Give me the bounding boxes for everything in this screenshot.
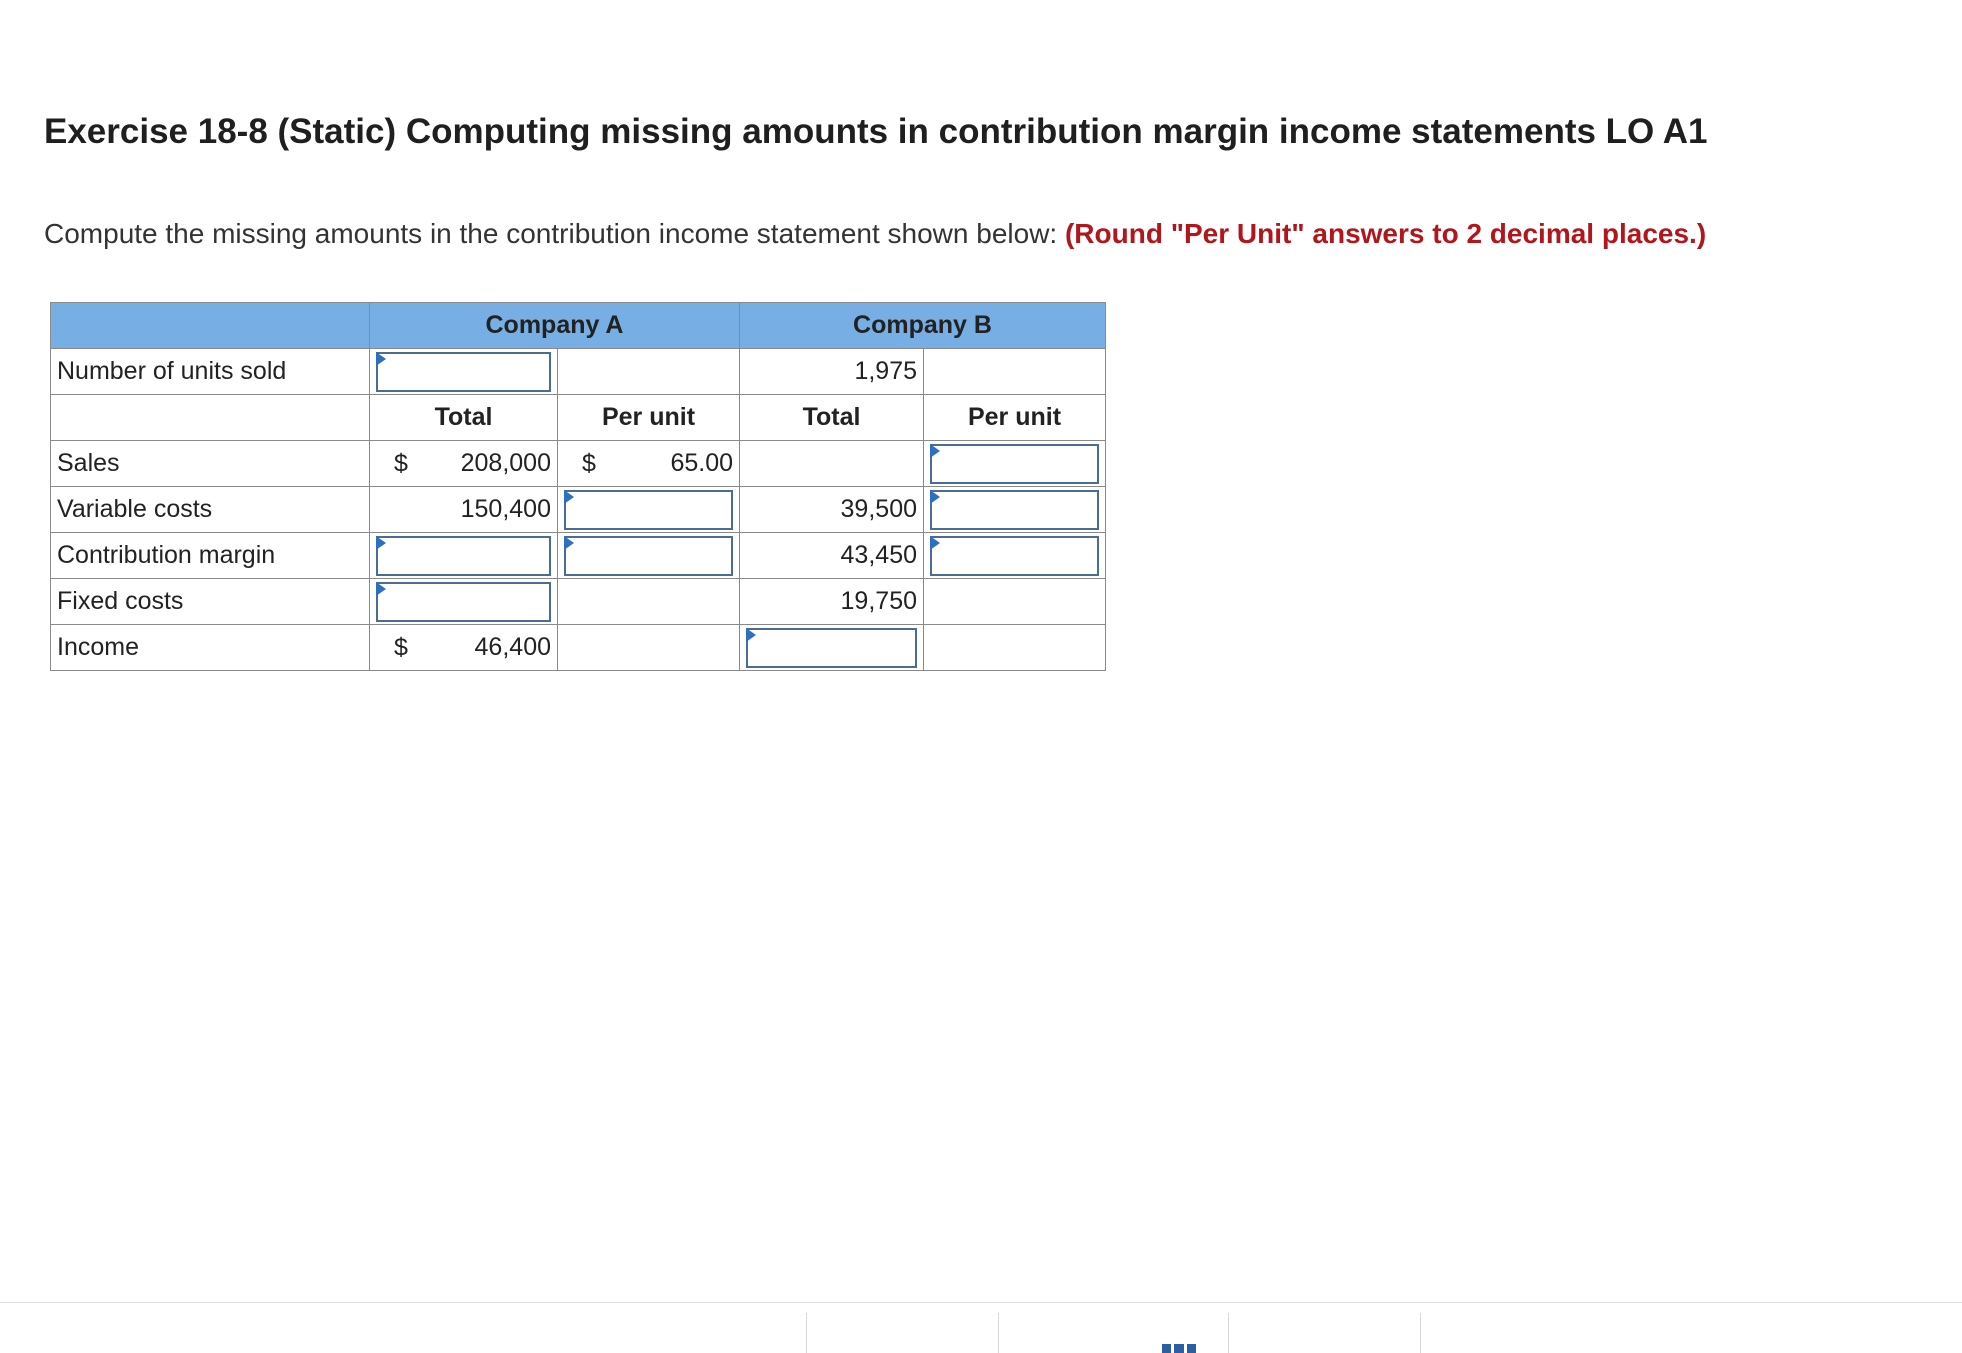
company-a-total-header: Total bbox=[370, 395, 558, 441]
company-a-fixed-blank bbox=[558, 579, 740, 625]
units-sold-row bbox=[51, 349, 1106, 395]
nav-divider bbox=[1420, 1313, 1421, 1353]
sales-label: Sales bbox=[51, 441, 370, 487]
company-b-header: Company B bbox=[740, 303, 1106, 349]
income-row bbox=[51, 625, 1106, 671]
company-b-per-unit-header: Per unit bbox=[924, 395, 1106, 441]
company-b-total-header: Total bbox=[740, 395, 924, 441]
company-b-cm-per-unit-input[interactable] bbox=[930, 536, 1099, 576]
contribution-income-statement bbox=[50, 302, 1106, 671]
company-a-cm-total-cell bbox=[370, 533, 558, 579]
company-header-row bbox=[51, 303, 1106, 349]
company-a-fixed-total-cell bbox=[370, 579, 558, 625]
company-a-units-blank bbox=[558, 349, 740, 395]
company-b-cm-per-unit-cell bbox=[924, 533, 1106, 579]
company-b-sales-total-cell bbox=[740, 441, 924, 487]
company-a-fixed-total-input[interactable] bbox=[376, 582, 551, 622]
company-b-variable-per-unit-cell bbox=[924, 487, 1106, 533]
company-b-variable-per-unit-input[interactable] bbox=[930, 490, 1099, 530]
company-a-cm-per-unit-cell bbox=[558, 533, 740, 579]
company-a-cm-total-input[interactable] bbox=[376, 536, 551, 576]
company-b-fixed-total: 19,750 bbox=[740, 579, 924, 625]
header-blank-cell bbox=[51, 303, 370, 349]
company-a-variable-per-unit-cell bbox=[558, 487, 740, 533]
company-b-variable-total: 39,500 bbox=[740, 487, 924, 533]
company-a-income-blank bbox=[558, 625, 740, 671]
variable-costs-row bbox=[51, 487, 1106, 533]
currency-symbol: $ bbox=[394, 633, 408, 661]
company-b-units-value: 1,975 bbox=[740, 349, 924, 395]
company-b-income-total-input[interactable] bbox=[746, 628, 917, 668]
company-a-variable-total: 150,400 bbox=[370, 487, 558, 533]
company-a-sales-per-unit-value: 65.00 bbox=[670, 449, 733, 477]
column-header-row bbox=[51, 395, 1106, 441]
company-a-sales-per-unit bbox=[558, 441, 740, 487]
fixed-costs-label: Fixed costs bbox=[51, 579, 370, 625]
company-a-income-total bbox=[370, 625, 558, 671]
contribution-margin-label: Contribution margin bbox=[51, 533, 370, 579]
colhead-blank bbox=[51, 395, 370, 441]
currency-symbol: $ bbox=[582, 449, 596, 477]
nav-divider bbox=[998, 1313, 999, 1353]
rounding-note: (Round "Per Unit" answers to 2 decimal places.) bbox=[1064, 218, 1707, 249]
company-b-cm-total: 43,450 bbox=[740, 533, 924, 579]
company-a-header: Company A bbox=[370, 303, 740, 349]
fixed-costs-row bbox=[51, 579, 1106, 625]
contribution-margin-row bbox=[51, 533, 1106, 579]
company-a-units-input[interactable] bbox=[376, 352, 551, 392]
company-b-income-blank bbox=[924, 625, 1106, 671]
instructions bbox=[44, 218, 1706, 250]
company-b-units-blank bbox=[924, 349, 1106, 395]
bottom-navigation-bar bbox=[0, 1302, 1962, 1352]
nav-divider bbox=[1228, 1313, 1229, 1353]
instructions-text: Compute the missing amounts in the contribution income statement shown below: bbox=[44, 218, 1058, 249]
sales-row bbox=[51, 441, 1106, 487]
company-a-per-unit-header: Per unit bbox=[558, 395, 740, 441]
company-b-sales-per-unit-cell bbox=[924, 441, 1106, 487]
company-a-cm-per-unit-input[interactable] bbox=[564, 536, 733, 576]
variable-costs-label: Variable costs bbox=[51, 487, 370, 533]
units-sold-label: Number of units sold bbox=[51, 349, 370, 395]
company-a-income-total-value: 46,400 bbox=[474, 633, 551, 661]
company-b-fixed-blank bbox=[924, 579, 1106, 625]
exercise-title: Exercise 18-8 (Static) Computing missing amounts in contribution margin income statements LO A1 bbox=[44, 112, 1708, 151]
company-b-income-total-cell bbox=[740, 625, 924, 671]
company-a-sales-total-value: 208,000 bbox=[460, 449, 551, 477]
nav-divider bbox=[806, 1313, 807, 1353]
income-label: Income bbox=[51, 625, 370, 671]
company-a-sales-total bbox=[370, 441, 558, 487]
company-a-variable-per-unit-input[interactable] bbox=[564, 490, 733, 530]
company-b-sales-per-unit-input[interactable] bbox=[930, 444, 1099, 484]
company-a-units-input-cell bbox=[370, 349, 558, 395]
currency-symbol: $ bbox=[394, 449, 408, 477]
